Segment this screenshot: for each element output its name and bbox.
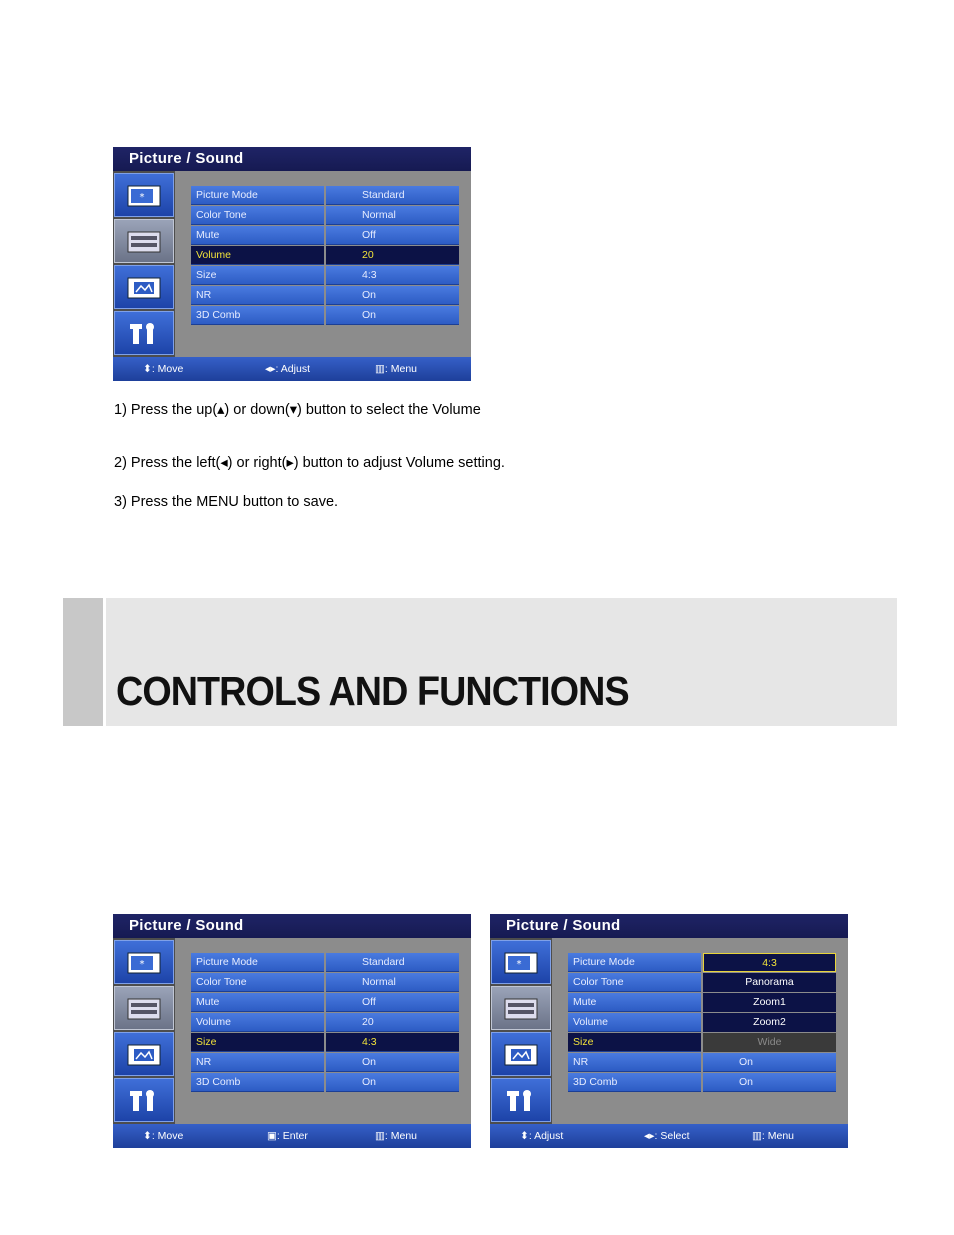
footer-adjust — [265, 363, 310, 375]
osd-menu-size — [113, 914, 471, 1148]
row-label: Picture Mode — [191, 186, 324, 205]
section-heading: CONTROLS AND FUNCTIONS — [116, 668, 629, 714]
row-label: Picture Mode — [568, 953, 701, 972]
footer-text: : Adjust — [275, 363, 310, 375]
footer-menu — [375, 363, 417, 375]
footer-text: : Move — [151, 363, 184, 375]
row-label: Size — [191, 266, 324, 285]
footer-text: : Menu — [384, 1130, 418, 1142]
row-label: Mute — [191, 993, 324, 1012]
row-picture-mode[interactable] — [191, 953, 459, 973]
row-value: 4:3 — [326, 1033, 459, 1052]
row-nr[interactable] — [191, 1053, 459, 1073]
row-mute[interactable] — [191, 993, 459, 1013]
size-option-zoom2[interactable]: Zoom2 — [703, 1013, 836, 1032]
svg-text:*: * — [139, 192, 145, 203]
tools-icon — [504, 1090, 538, 1112]
tools-icon — [127, 323, 161, 345]
row-value: Standard — [326, 186, 459, 205]
row-value: 20 — [326, 246, 459, 265]
row-value: On — [703, 1053, 836, 1072]
row-label: NR — [191, 286, 324, 305]
tab-screen[interactable] — [114, 1032, 174, 1076]
row-value: Normal — [326, 973, 459, 992]
osd-footer — [113, 1124, 471, 1148]
row-label: 3D Comb — [191, 1073, 324, 1092]
tv-snowflake-icon — [127, 952, 161, 974]
row-label: Mute — [568, 993, 701, 1012]
osd-panel — [175, 938, 471, 1124]
row-value: On — [326, 286, 459, 305]
enter-square-icon: ▣ — [267, 1130, 277, 1142]
row-value: On — [326, 1073, 459, 1092]
row-value: Off — [326, 226, 459, 245]
tab-picture[interactable] — [491, 940, 551, 984]
row-value: On — [326, 306, 459, 325]
settings-table — [568, 953, 836, 1093]
row-3d-comb[interactable] — [568, 1073, 836, 1093]
step-2: 2) Press the left(◂) or right(▸) button to adjust Volume setting. — [114, 455, 505, 471]
row-value: Off — [326, 993, 459, 1012]
row-label: NR — [191, 1053, 324, 1072]
osd-footer — [113, 357, 471, 381]
menu-icon: ▥ — [375, 363, 385, 375]
size-option-wide[interactable]: Wide — [703, 1033, 836, 1052]
row-color-tone[interactable] — [191, 973, 459, 993]
size-option-panorama[interactable]: Panorama — [703, 973, 836, 992]
row-label: 3D Comb — [191, 306, 324, 325]
menu-icon: ▥ — [375, 1130, 385, 1142]
footer-text: : Menu — [384, 363, 418, 375]
footer-select — [644, 1130, 690, 1142]
osd-sidebar — [113, 938, 175, 1124]
row-size[interactable] — [191, 1033, 459, 1053]
tab-setup[interactable] — [491, 1078, 551, 1122]
row-label: Volume — [191, 1013, 324, 1032]
tab-sound[interactable] — [114, 986, 174, 1030]
row-3d-comb[interactable] — [191, 306, 459, 326]
footer-enter — [267, 1130, 308, 1142]
left-right-arrow-icon: ◂▸ — [644, 1130, 655, 1142]
row-3d-comb[interactable] — [191, 1073, 459, 1093]
equalizer-icon — [127, 998, 161, 1020]
tv-snowflake-icon — [127, 185, 161, 207]
tab-picture[interactable] — [114, 940, 174, 984]
left-right-arrow-icon: ◂▸ — [265, 363, 276, 375]
footer-text: : Adjust — [528, 1130, 564, 1142]
up-down-arrow-icon: ⬍ — [520, 1130, 529, 1142]
osd-title: Picture / Sound — [113, 914, 471, 938]
tab-screen[interactable] — [114, 265, 174, 309]
banner-left-bar — [63, 598, 103, 726]
osd-sidebar — [113, 171, 175, 357]
section-banner — [63, 598, 897, 726]
tab-setup[interactable] — [114, 311, 174, 355]
row-size[interactable] — [191, 266, 459, 286]
step-1: 1) Press the up(▴) or down(▾) button to select the Volume — [114, 402, 481, 418]
row-value: Standard — [326, 953, 459, 972]
row-value: On — [703, 1073, 836, 1092]
footer-move — [143, 1130, 183, 1142]
row-color-tone[interactable] — [191, 206, 459, 226]
svg-text:*: * — [516, 959, 522, 970]
tab-screen[interactable] — [491, 1032, 551, 1076]
row-label: Color Tone — [568, 973, 701, 992]
row-value: 20 — [326, 1013, 459, 1032]
row-label: Picture Mode — [191, 953, 324, 972]
row-label: NR — [568, 1053, 701, 1072]
row-label: Volume — [191, 246, 324, 265]
osd-title: Picture / Sound — [490, 914, 848, 938]
row-label: Mute — [191, 226, 324, 245]
osd-footer — [490, 1124, 848, 1148]
tools-icon — [127, 1090, 161, 1112]
osd-panel — [552, 938, 848, 1124]
size-option-zoom1[interactable]: Zoom1 — [703, 993, 836, 1012]
banner-main — [106, 598, 897, 726]
screen-image-icon — [504, 1044, 538, 1066]
tab-sound[interactable] — [491, 986, 551, 1030]
row-label: Color Tone — [191, 206, 324, 225]
screen-image-icon — [127, 1044, 161, 1066]
menu-icon: ▥ — [752, 1130, 762, 1142]
svg-text:*: * — [139, 959, 145, 970]
row-mute[interactable] — [191, 226, 459, 246]
equalizer-icon — [127, 231, 161, 253]
footer-text: : Menu — [761, 1130, 795, 1142]
footer-adjust — [520, 1130, 563, 1142]
tv-snowflake-icon — [504, 952, 538, 974]
size-option-4-3[interactable]: 4:3 — [703, 953, 836, 972]
row-value: 4:3 — [326, 266, 459, 285]
screen-image-icon — [127, 277, 161, 299]
row-value: On — [326, 1053, 459, 1072]
tab-setup[interactable] — [114, 1078, 174, 1122]
footer-menu — [752, 1130, 794, 1142]
step-3: 3) Press the MENU button to save. — [114, 494, 339, 510]
up-down-arrow-icon: ⬍ — [143, 1130, 152, 1142]
osd-title: Picture / Sound — [113, 147, 471, 171]
row-volume[interactable] — [191, 246, 459, 266]
footer-menu — [375, 1130, 417, 1142]
osd-panel — [175, 171, 471, 357]
row-volume[interactable] — [191, 1013, 459, 1033]
row-nr[interactable] — [568, 1053, 836, 1073]
tab-picture[interactable] — [114, 173, 174, 217]
equalizer-icon — [504, 998, 538, 1020]
footer-text: : Move — [151, 1130, 184, 1142]
settings-table — [191, 186, 459, 326]
footer-text: : Select — [654, 1130, 690, 1142]
tab-sound[interactable] — [114, 219, 174, 263]
row-label: Size — [568, 1033, 701, 1052]
settings-table — [191, 953, 459, 1093]
osd-menu-size-options — [490, 914, 848, 1148]
footer-move — [143, 363, 183, 375]
up-down-arrow-icon: ⬍ — [143, 363, 152, 375]
osd-menu-volume — [113, 147, 471, 381]
row-label: 3D Comb — [568, 1073, 701, 1092]
row-nr[interactable] — [191, 286, 459, 306]
row-label: Size — [191, 1033, 324, 1052]
row-label: Volume — [568, 1013, 701, 1032]
row-picture-mode[interactable] — [191, 186, 459, 206]
row-value: Normal — [326, 206, 459, 225]
row-label: Color Tone — [191, 973, 324, 992]
footer-text: : Enter — [276, 1130, 308, 1142]
osd-sidebar — [490, 938, 552, 1124]
